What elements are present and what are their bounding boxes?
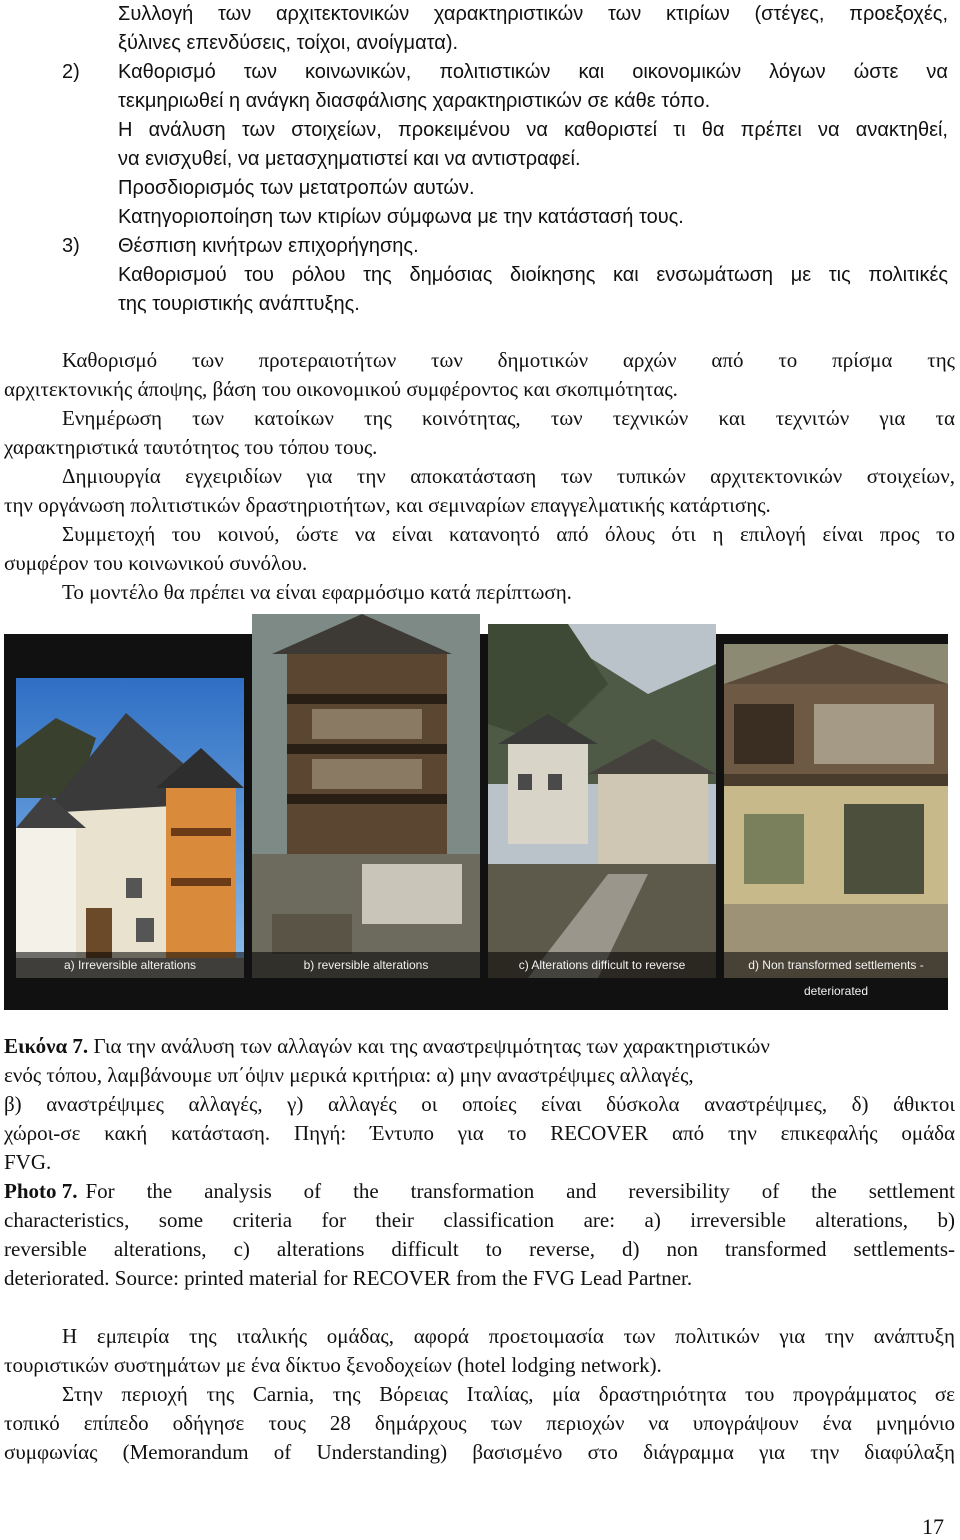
list-number: 3) (62, 235, 80, 257)
list-number: 2) (62, 61, 80, 83)
paragraph-line: αρχιτεκτονικής άποψης, βάση του οικονομικού συμφέροντος και σκοπιμότητας. (4, 377, 678, 401)
list-line: Καθορισμού του ρόλου της δημόσιας διοίκησης και ενσωμάτωση με τις πολιτικές (118, 264, 948, 286)
paragraph-line: Καθορισμό των προτεραιοτήτων των δημοτικών αρχών από το πρίσμα της (62, 348, 955, 372)
paragraph-line: Ενημέρωση των κατοίκων της κοινότητας, των τεχνικών και τεχνιτών για τα (62, 406, 955, 430)
list-line: ξύλινες επενδύσεις, τοίχοι, ανοίγματα). (118, 32, 459, 54)
caption-gr-line: ενός τόπου, λαμβάνουμε υπ΄όψιν μερικά κριτήρια: α) μην αναστρέψιμες αλλαγές, (4, 1063, 694, 1087)
caption-gr-line: FVG. (4, 1150, 52, 1174)
caption-gr-line: β) αναστρέψιμες αλλαγές, γ) αλλαγές οι οποίες είναι δύσκολα αναστρέψιμες, δ) άθικτοι (4, 1092, 955, 1116)
photo-panel-c (488, 624, 716, 978)
caption-en-line (4, 1177, 955, 1206)
list-line: Κατηγοριοποίηση των κτιρίων σύμφωνα με την κατάστασή τους. (118, 206, 684, 228)
wooden-farmhouse-image (252, 614, 480, 978)
photo-panel-a (16, 678, 244, 978)
page-number: 17 (922, 1514, 944, 1539)
list-line: να ενισχυθεί, να μετασχηματιστεί και να αντιστραφεί. (118, 148, 581, 170)
list-line: Θέσπιση κινήτρων επιχορήγησης. (118, 235, 419, 257)
caption-en-line: reversible alterations, c) alterations difficult to reverse, d) non transformed settlements- (4, 1237, 955, 1261)
caption-gr-line (4, 1032, 770, 1061)
list-line: Προσδιορισμός των μετατροπών αυτών. (118, 177, 475, 199)
paragraph-line: Στην περιοχή της Carnia, της Βόρειας Ιταλίας, μία δραστηριότητα του προγράμματος σε (62, 1382, 955, 1406)
paragraph-line: τουριστικών συστημάτων με ένα δίκτυο ξενοδοχείων (hotel lodging network). (4, 1353, 662, 1377)
deteriorated-building-image (724, 644, 948, 978)
photo-label-d: d) Non transformed settlements - deteriorated (724, 952, 948, 978)
caption-gr-line: χώροι-σε κακή κατάσταση. Πηγή: Έντυπο για το RECOVER από την επικεφαλής ομάδα (4, 1121, 955, 1145)
photo-label-c: c) Alterations difficult to reverse (488, 952, 716, 978)
caption-en-text: For the analysis of the transformation and reversibility of the settlement (85, 1179, 955, 1203)
paragraph-line: Δημιουργία εγχειριδίων για την αποκατάσταση των τυπικών αρχιτεκτονικών στοιχείων, (62, 464, 955, 488)
list-line: της τουριστικής ανάπτυξης. (118, 293, 360, 315)
paragraph-line: Συμμετοχή του κοινού, ώστε να είναι κατανοητό από όλους ότι η επιλογή είναι προς το (62, 522, 955, 546)
list-line: Καθορισμό των κοινωνικών, πολιτιστικών και οικονομικών λόγων ώστε να (118, 61, 948, 83)
mountain-village-image (488, 624, 716, 978)
caption-en-label: Photo 7. (4, 1179, 78, 1203)
list-line: Συλλογή των αρχιτεκτονικών χαρακτηριστικών των κτιρίων (στέγες, προεξοχές, (118, 3, 948, 25)
village-houses-image (16, 678, 244, 978)
photo-label-b: b) reversible alterations (252, 952, 480, 978)
paragraph-line: χαρακτηριστικά ταυτότητος του τόπου τους. (4, 435, 378, 459)
caption-en-line: characteristics, some criteria for their classification are: a) irreversible alterations, b) (4, 1208, 955, 1232)
paragraph-line: την οργάνωση πολιτιστικών δραστηριοτήτων, και σεμιναρίων επαγγελματικής κατάρτισης. (4, 493, 771, 517)
photo-panel-d (724, 644, 948, 998)
paragraph-line: συμφέρον του κοινωνικού συνόλου. (4, 551, 308, 575)
list-line: τεκμηριωθεί η ανάγκη διασφάλισης χαρακτηριστικών σε κάθε τόπο. (118, 90, 711, 112)
caption-gr-text: Για την ανάλυση των αλλαγών και της αναστρεψιμότητας των χαρακτηριστικών (93, 1034, 770, 1058)
paragraph-line: Το μοντέλο θα πρέπει να είναι εφαρμόσιμο κατά περίπτωση. (62, 580, 572, 604)
list-line: Η ανάλυση των στοιχείων, προκειμένου να καθοριστεί τι θα πρέπει να ανακτηθεί, (118, 119, 948, 141)
caption-gr-label: Εικόνα 7. (4, 1034, 89, 1058)
paragraph-line: συμφωνίας (Memorandum of Understanding) βασισμένο στο διάγραμμα για την διαφύλαξη (4, 1440, 955, 1464)
caption-en-line: deteriorated. Source: printed material for RECOVER from the FVG Lead Partner. (4, 1266, 693, 1290)
paragraph-line: Η εμπειρία της ιταλικής ομάδας, αφορά προετοιμασία των πολιτικών για την ανάπτυξη (62, 1324, 955, 1348)
photo-label-a: a) Irreversible alterations (16, 952, 244, 978)
photo-panel-b (252, 614, 480, 978)
photo-collage (4, 634, 948, 1010)
paragraph-line: τοπικό επίπεδο οδήγησε τους 28 δημάρχους των περιοχών να υπογράψουν ένα μνημόνιο (4, 1411, 955, 1435)
